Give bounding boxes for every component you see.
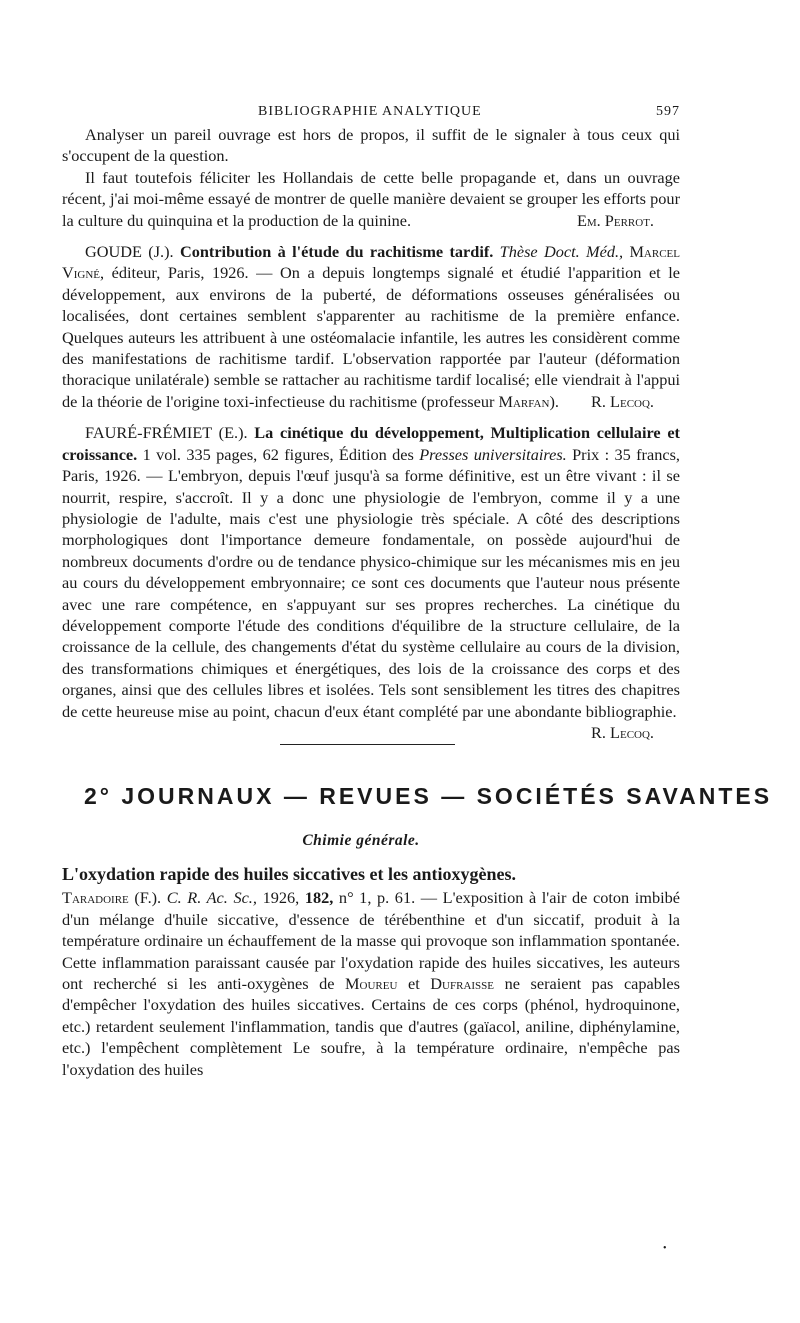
- page-number: 597: [656, 104, 680, 119]
- running-head: [62, 100, 680, 124]
- review-faure-publisher: Presses universitaires.: [419, 444, 567, 464]
- review-goude: [62, 241, 680, 412]
- review-perrot-text: Il faut toutefois féliciter les Hollandais de cette belle propagande et, dans un ouvrage récent, j'ai moi-même essayé de montrer de quelle manière devaient se grouper les efforts pour la culture du quinquina et la production de la quinine.: [62, 167, 680, 230]
- review-goude-author: GOUDE (J.).: [85, 242, 174, 262]
- running-title: BIBLIOGRAPHIE ANALYTIQUE: [258, 104, 482, 119]
- article-journal: C. R. Ac. Sc.,: [166, 888, 257, 908]
- article-author: Taradoire: [62, 888, 129, 908]
- article-volume: 182,: [304, 888, 334, 908]
- page: [62, 100, 773, 1080]
- review-goude-body-start: On a depuis longtemps signalé et étudié l'apparition et le développement, aux environs de la puberté, de déformations osseuses généralisées ou localisées, dont certaines semblent s'apparenter au rachitisme de la première enfance. Quelques auteurs les attribuent à une ostéomalacie infantile, les autres les considèrent comme des manifestations de rachitisme tardif. L'observation rapportée par l'auteur (déformation thoracique unilatérale) semble se rattacher au rachitisme tardif localisé; elle viendrait à l'appui de la théorie de l'origine toxi-infectieuse du rachitisme (professeur: [62, 263, 680, 411]
- article-author-initial: (F.).: [134, 888, 162, 908]
- review-goude-professor: Marfan: [498, 391, 550, 411]
- article-conj: et: [407, 974, 420, 993]
- review-faure-title: La cinétique du développement, Multiplication cellulaire et croissance.: [62, 423, 680, 464]
- article-year: 1926,: [262, 888, 300, 908]
- review-faure-author: FAURÉ-FRÉMIET (E.).: [85, 423, 248, 443]
- article-body-start: L'exposition à l'air de coton imbibé d'un mélange d'huile siccative, d'essence de térébenthine et d'un siccatif, produit à la température ordinaire un échauffement de la masse qui provoque son inflammation spontanée. Cette inflammation paraissant causée par l'oxydation rapide des huiles siccatives, les auteurs ont recherché si les anti-oxygènes de: [62, 888, 680, 993]
- review-faure-publication: 1 vol. 335 pages, 62 figures, Édition des: [142, 444, 414, 464]
- review-goude-paragraph: [62, 241, 680, 412]
- article-title: L'oxydation rapide des huiles siccatives et les antioxygènes.: [62, 863, 516, 884]
- review-perrot-signature: Em. Perrot.: [576, 210, 654, 230]
- article-name-moureu: Moureu: [345, 974, 398, 993]
- review-goude-thesis: Thèse Doct. Méd.,: [499, 242, 624, 262]
- review-perrot-paragraph-2: [62, 167, 680, 231]
- article-name-dufraisse: Dufraisse: [430, 974, 495, 993]
- article-body: [62, 887, 680, 1080]
- review-faure: [62, 422, 680, 742]
- review-goude-title: Contribution à l'étude du rachitisme tardif.: [179, 242, 494, 262]
- article: [62, 864, 680, 1080]
- footer-mark: •: [663, 1243, 667, 1254]
- review-perrot: [62, 124, 680, 231]
- article-issue: n° 1, p. 61. —: [338, 888, 438, 908]
- article-body-end: ne seraient pas capables d'empêcher l'oxydation des huiles siccatives. Certains de ces corps (phénol, hydroquinone, etc.) retardent seulement l'inflammation, tandis que d'autres (gaïacol, aniline, diphénylamine, etc.) l'empêchent complètement Le soufre, à la température ordinaire, n'empêche pas l'oxydation des huiles: [62, 974, 680, 1079]
- review-goude-body-end: ).: [549, 391, 559, 411]
- review-faure-price: Prix : 35 francs, Paris, 1926. —: [62, 444, 680, 486]
- section-subheading: Chimie générale.: [302, 831, 420, 849]
- review-faure-paragraph: [62, 422, 680, 742]
- section-heading: 2° JOURNAUX — REVUES — SOCIÉTÉS SAVANTES: [84, 782, 773, 809]
- review-goude-publisher: Marcel Vigné,: [62, 242, 680, 283]
- review-goude-publication: éditeur, Paris, 1926. —: [111, 263, 273, 283]
- section-divider: [280, 744, 455, 745]
- review-faure-signature: R. Lecoq.: [591, 722, 654, 742]
- review-perrot-paragraph-1: Analyser un pareil ouvrage est hors de propos, il suffit de le signaler à tous ceux qui s'occupent de la question.: [62, 125, 680, 166]
- review-faure-body: L'embryon, depuis l'œuf jusqu'à sa forme définitive, est un être vivant : il se nourrit, respire, s'accroît. Il y a donc une physiologie de l'embryon, comme il y a une physiologie de l'adulte, mais c'est une physiologie très spéciale. A côté des descriptions morphologiques dont l'importance demeure fondamentale, on possède aujourd'hui de nombreux documents d'ordre ou de tendance physico-chimique sur les mécanismes mis en jeu au cours du développement embryonnaire; ce sont ces documents que l'auteur nous présente avec une rare compétence, en s'appuyant sur ses propres recherches. La cinétique du développement comporte l'étude des conditions d'équilibre de la structure cellulaire, de la croissance de la cellule, des changements d'état du système cellulaire au cours de la division, des transformations chimiques et énergétiques, des lois de la croissance des corps et des organes, ainsi que des cellules libres et isolées. Tels sont sensiblement les titres des chapitres de cette heureuse mise au point, chacun d'eux étant complété par une abondante bibliographie.: [62, 466, 680, 721]
- review-goude-signature: R. Lecoq.: [591, 391, 654, 411]
